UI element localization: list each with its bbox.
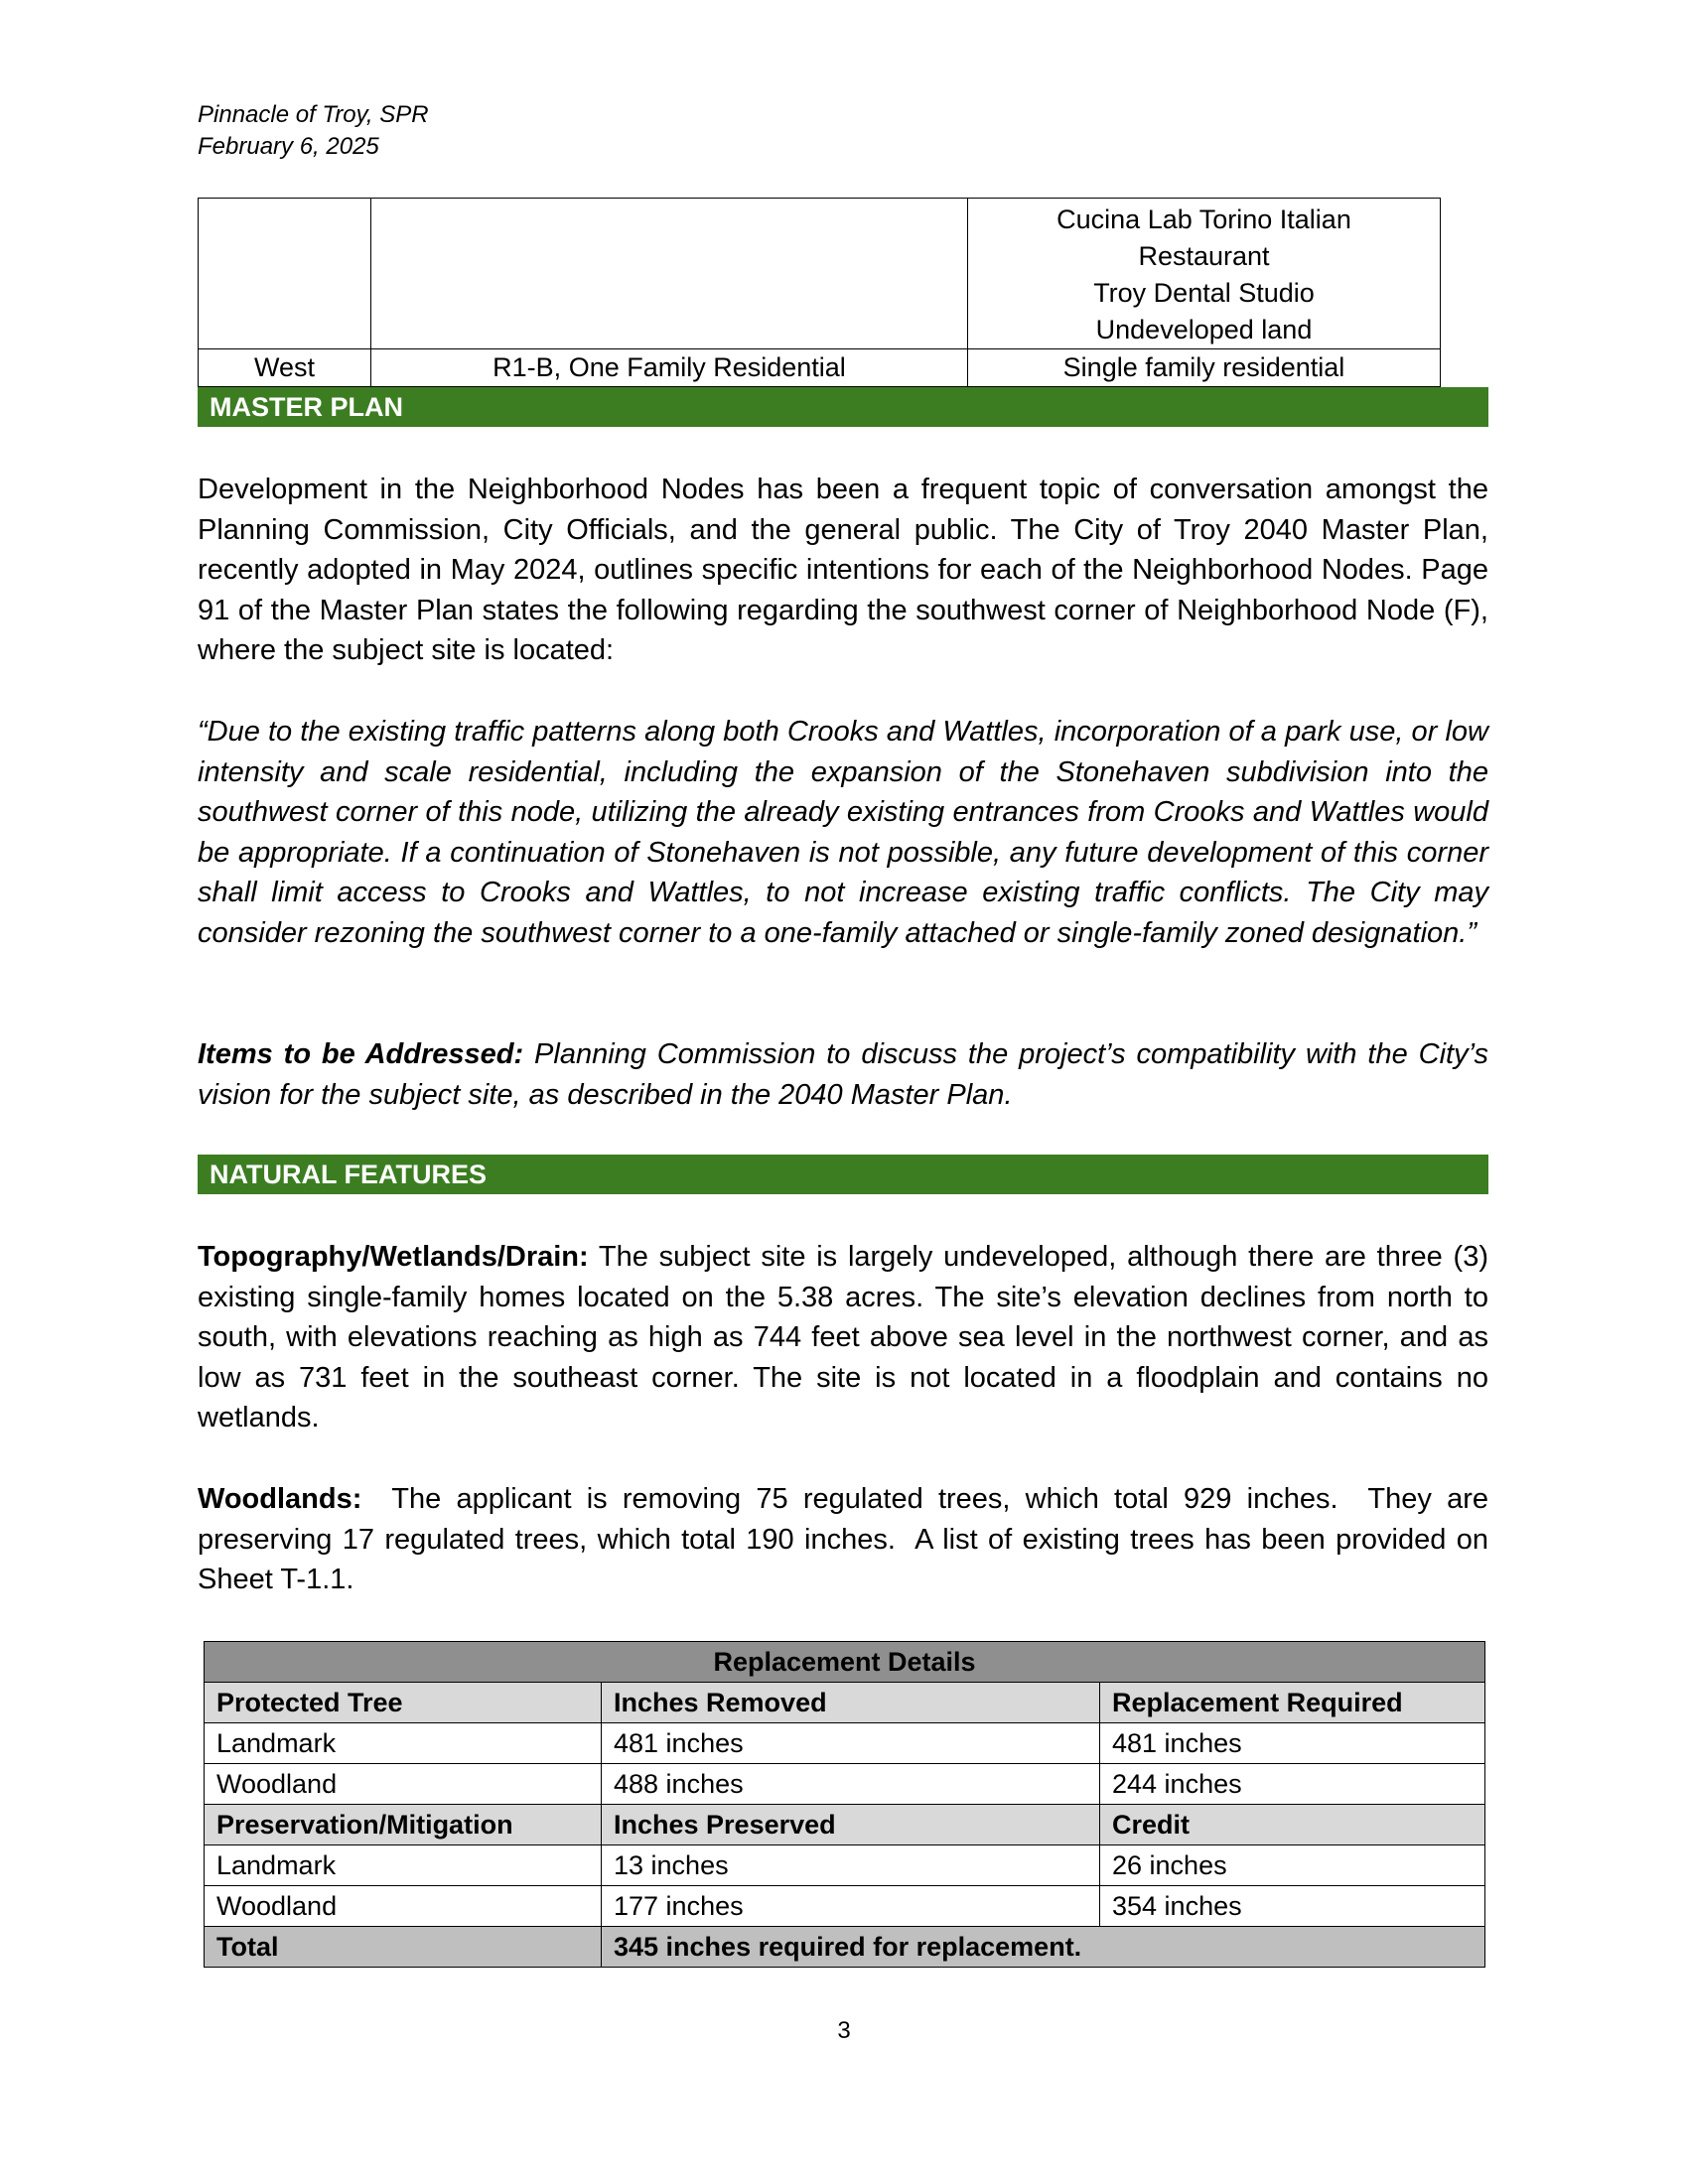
items-to-address-label: Items to be Addressed: [198,1038,524,1070]
existing-use-cell [968,199,1441,349]
table-title: Replacement Details [205,1642,1485,1683]
table-cell: Landmark [205,1723,602,1764]
table-cell: 354 inches [1100,1886,1485,1927]
column-header: Replacement Required [1100,1683,1485,1723]
existing-use-line: Cucina Lab Torino Italian [1056,205,1351,234]
existing-use-line: Undeveloped land [1095,315,1313,344]
table-row [205,1723,1485,1764]
natural-features-heading: NATURAL FEATURES [198,1155,1488,1194]
zoning-cell: R1-B, One Family Residential [371,349,968,387]
land-use-table [198,198,1441,387]
table-cell: Woodland [205,1886,602,1927]
header-date: February 6, 2025 [198,133,379,160]
table-cell: 177 inches [602,1886,1100,1927]
replacement-details-table [204,1641,1485,1968]
table-cell: 488 inches [602,1764,1100,1805]
page-number: 3 [837,2017,851,2044]
total-label: Total [205,1927,602,1968]
existing-use-cell: Single family residential [968,349,1441,387]
table-cell: 481 inches [602,1723,1100,1764]
table-row [199,199,1441,349]
items-to-address-text: Planning Commission to discuss the project’s compatibility with the City’s vision for the subject site, as described in the 2040 Master Plan. [198,1038,1489,1111]
table-header-row [205,1805,1485,1845]
master-plan-paragraph: Development in the Neighborhood Nodes has been a frequent topic of conversation amongst the Planning Commission, City Officials, and the general public. The City of Troy 2040 Master Plan, recently adopted in May 2024, outlines specific intentions for each of the Neighborhood Nodes. Page 91 of the Master Plan states the following regarding the southwest corner of Neighborhood Node (F), where the subject site is located: [198,474,1488,666]
column-header: Preservation/Mitigation [205,1805,602,1845]
table-row [205,1886,1485,1927]
existing-use-line: Restaurant [1138,241,1270,271]
topography-paragraph [198,1237,1488,1438]
table-header-row [205,1683,1485,1723]
existing-use-line: Troy Dental Studio [1093,278,1315,308]
topography-label: Topography/Wetlands/Drain: [198,1241,589,1273]
master-plan-heading: MASTER PLAN [198,387,1488,427]
direction-cell: West [199,349,371,387]
header-project-name: Pinnacle of Troy, SPR [198,101,429,128]
table-row [205,1764,1485,1805]
items-to-address [198,1034,1488,1115]
woodlands-label: Woodlands: [198,1483,362,1515]
column-header: Protected Tree [205,1683,602,1723]
table-cell: 26 inches [1100,1845,1485,1886]
table-row [199,349,1441,387]
table-cell [199,199,371,349]
topography-text: The subject site is largely undeveloped, although there are three (3) existing single-family homes located on the 5.38 acres. The site’s elevation declines from north to south, with elevations reaching as high as 744 feet above sea level in the northwest corner, and as low as 731 feet in the southeast corner. The site is not located in a floodplain and contains no wetlands. [198,1241,1488,1433]
column-header: Inches Preserved [602,1805,1100,1845]
column-header: Inches Removed [602,1683,1100,1723]
total-value: 345 inches required for replacement. [602,1927,1485,1968]
master-plan-quote: “Due to the existing traffic patterns along both Crooks and Wattles, incorporation of a park use, or low intensity and scale residential, including the expansion of the Stonehaven subdivision into the southwest corner of this node, utilizing the already existing entrances from Crooks and Wattles would be appropriate. If a continuation of Stonehaven is not possible, any future development of this corner shall limit access to Crooks and Wattles, to not increase existing traffic conflicts. The City may consider rezoning the southwest corner to a one-family attached or single-family zoned designation.” [198,716,1488,949]
table-cell: Woodland [205,1764,602,1805]
total-row [205,1927,1485,1968]
table-row [205,1845,1485,1886]
table-cell: 13 inches [602,1845,1100,1886]
table-title-row [205,1642,1485,1683]
woodlands-paragraph [198,1479,1497,1600]
table-cell: 481 inches [1100,1723,1485,1764]
table-cell [371,199,968,349]
woodlands-text: The applicant is removing 75 regulated trees, which total 929 inches. They are preserving 17 regulated trees, which total 190 inches. A list of existing trees has been provided on Sheet T-1.1. [198,1483,1497,1595]
table-cell: Landmark [205,1845,602,1886]
table-cell: 244 inches [1100,1764,1485,1805]
column-header: Credit [1100,1805,1485,1845]
